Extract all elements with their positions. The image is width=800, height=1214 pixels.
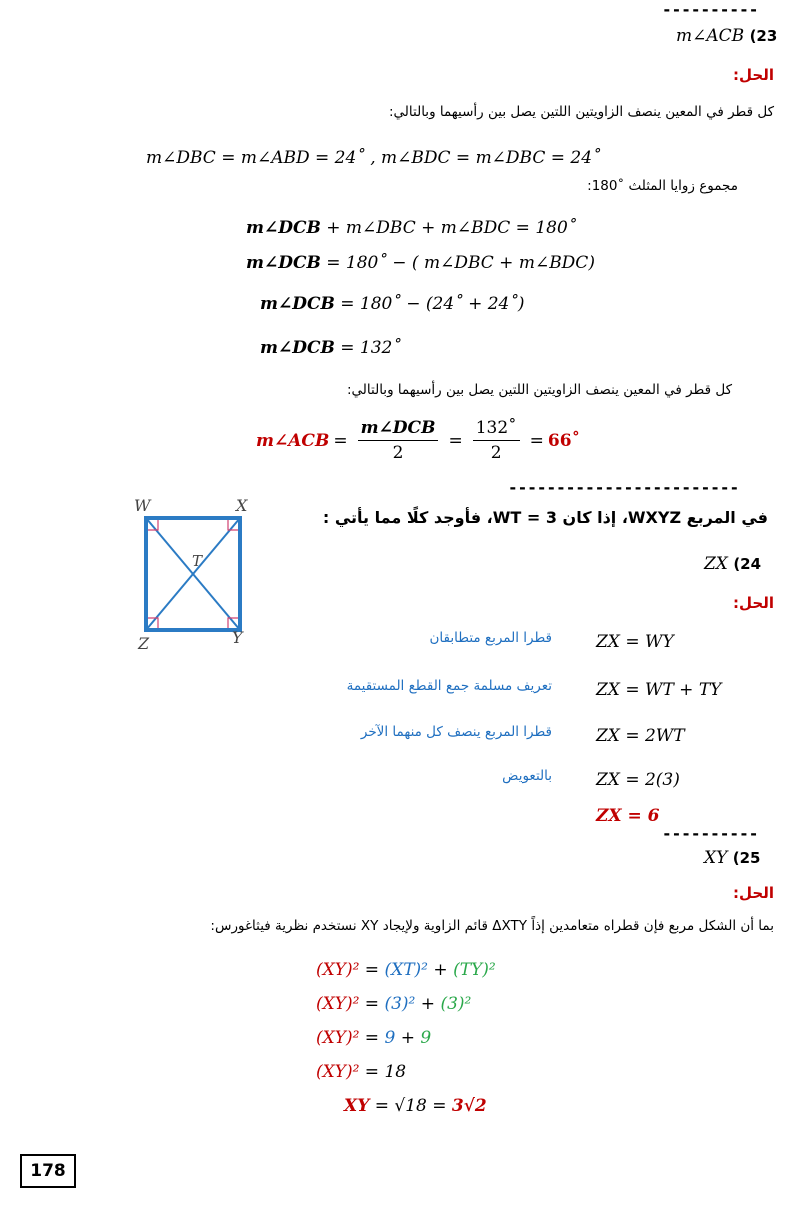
q25-line-3 <box>316 1028 431 1048</box>
q24-final: ZX = 6 <box>596 806 660 826</box>
q23-step-3-lhs: m∠DCB <box>260 294 335 314</box>
q25-line-5 <box>344 1096 487 1116</box>
q23-step-4-rhs: = 132˚ <box>334 338 401 358</box>
q25-solution-label: الحل: <box>733 884 774 902</box>
q23-step-2 <box>246 253 595 273</box>
q25-statement: بما أن الشكل مربع فإن قطراه متعامدين إذاً ΔXTY قائم الزاوية ولإيجاد XY نستخدم نظرية فيثاغورس: <box>210 918 774 934</box>
q23-fraction-1-num: m∠DCB <box>358 418 439 441</box>
q25-line-4 <box>316 1062 406 1082</box>
q23-final-result: 66˚ <box>547 430 581 451</box>
q23-statement2: كل قطر في المعين ينصف الزاويتين اللتين يصل بين رأسيهما وبالتالي: <box>346 382 732 398</box>
q24-eq-2: ZX = WT + TY <box>596 680 722 700</box>
q25-header <box>704 848 760 868</box>
q24-label: ZX <box>704 554 728 574</box>
separator-short-2: ---------- <box>662 824 759 843</box>
q25-line-2-eq: = <box>359 994 385 1014</box>
q23-eq1: m∠DBC = m∠ABD = 24˚ , m∠BDC = m∠DBC = 24˚ <box>146 148 601 168</box>
q23-fraction-2 <box>473 418 520 463</box>
q23-final-lhs: m∠ACB <box>256 430 330 451</box>
q23-step-1 <box>246 218 576 238</box>
q23-fraction-2-den: 2 <box>490 443 502 463</box>
q23-fraction-1-den: 2 <box>392 443 404 463</box>
q25-number: (25 <box>732 849 761 867</box>
square-figure <box>132 496 262 653</box>
q23-step-2-lhs: m∠DCB <box>246 253 321 273</box>
q25-line-2-plus: + <box>415 994 441 1014</box>
q23-step-3-rhs: = 180˚ − (24˚ + 24˚) <box>334 294 525 314</box>
q23-step-2-rhs: = 180˚ − ( m∠DBC + m∠BDC) <box>320 253 595 273</box>
q23-fraction-1 <box>358 418 439 463</box>
q25-line-1 <box>316 960 496 980</box>
q25-line-3-plus: + <box>395 1028 421 1048</box>
q25-line-1-c: (TY)² <box>453 960 496 980</box>
page-number: 178 <box>20 1154 76 1188</box>
vertex-y-label: Y <box>232 628 243 647</box>
q25-line-5-lhs: XY <box>344 1096 370 1116</box>
q24-reason-4: بالتعويض <box>502 768 552 784</box>
q24-reason-3: قطرا المربع ينصف كل منهما الآخر <box>360 724 552 740</box>
q24-reason-2: تعريف مسلمة جمع القطع المستقيمة <box>346 678 552 694</box>
q25-line-1-b: (XT)² <box>384 960 428 980</box>
separator-top: ---------- <box>662 0 759 19</box>
q25-line-3-eq: = <box>359 1028 385 1048</box>
q23-step-1-rhs: + m∠DBC + m∠BDC = 180˚ <box>320 218 577 238</box>
q25-line-1-a: (XY)² <box>316 960 360 980</box>
q23-number: (23 <box>749 27 778 45</box>
q25-line-3-a: (XY)² <box>316 1028 360 1048</box>
q25-line-2 <box>316 994 471 1014</box>
q24-eq-3: ZX = 2WT <box>596 726 685 746</box>
q23-step-4 <box>260 338 401 358</box>
q23-step-1-lhs: m∠DCB <box>246 218 321 238</box>
q25-line-4-rest: = 18 <box>359 1062 407 1082</box>
separator-long: ------------------------ <box>508 478 740 497</box>
q23-fraction-2-num: 132˚ <box>473 418 520 441</box>
q24-reason-1: قطرا المربع متطابقان <box>429 630 552 646</box>
q23-triangle-sum: مجموع زوايا المثلث ˚180: <box>587 178 738 194</box>
square-prompt: في المربع WXYZ، إذا كان 3 = WT، فأوجد كلًا مما يأتي : <box>322 508 768 527</box>
center-t-label: T <box>192 552 203 570</box>
q25-line-2-b: (3)² <box>384 994 416 1014</box>
vertex-w-label: W <box>134 496 151 515</box>
q25-line-2-c: (3)² <box>440 994 472 1014</box>
q25-line-4-a: (XY)² <box>316 1062 360 1082</box>
q24-number: (24 <box>733 555 762 573</box>
q25-line-1-plus: + <box>428 960 454 980</box>
q23-statement1: كل قطر في المعين ينصف الزاويتين اللتين يصل بين رأسيهما وبالتالي: <box>388 104 774 120</box>
q23-label: m∠ACB <box>676 26 745 46</box>
q25-line-1-eq: = <box>359 960 385 980</box>
q24-eq-4: ZX = 2(3) <box>596 770 680 790</box>
q23-header <box>676 26 777 46</box>
vertex-z-label: Z <box>138 634 150 653</box>
q23-solution-label: الحل: <box>733 66 774 84</box>
q25-label: XY <box>704 848 728 868</box>
q25-line-5-result: 3√2 <box>451 1096 487 1116</box>
q25-line-2-a: (XY)² <box>316 994 360 1014</box>
q23-step-3 <box>260 294 525 314</box>
q23-final-equation: m∠ACB = $\frac{\text{m∠DCB}}{2}$ = $\frac{132˚}{2}$ = 66˚ <box>256 418 581 463</box>
q24-solution-label: الحل: <box>733 594 774 612</box>
vertex-x-label: X <box>236 496 248 515</box>
q24-header <box>704 554 761 574</box>
q23-step-4-lhs: m∠DCB <box>260 338 335 358</box>
q25-line-5-mid: = √18 = <box>369 1096 452 1116</box>
q25-line-3-b: 9 <box>384 1028 396 1048</box>
q25-line-3-c: 9 <box>420 1028 432 1048</box>
q24-eq-1: ZX = WY <box>596 632 674 652</box>
